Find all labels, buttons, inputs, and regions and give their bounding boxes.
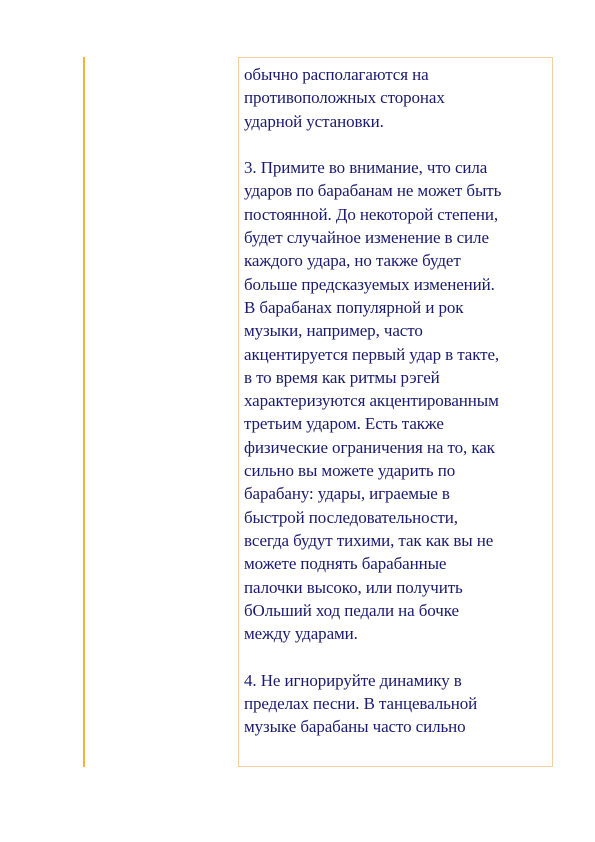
paragraph-item-3: 3. Примите во внимание, что сила ударов по барабанам не может быть постоянной. До некоторой степени, будет случайное изменение в силе каждого удара, но также будет больше предсказуемых изменений. В барабанах популярной и рок музыки, например, часто акцентируется первый удар в такте, в то время как ритмы рэгей характеризуются акцентированным третьим ударом. Есть также физические ограничения на то, как сильно вы можете ударить по барабану: удары, играемые в быстрой последовательности, всегда будут тихими, так как вы не можете поднять барабанные палочки высоко, или получить бОльший ход педали на бочке между ударами.: [244, 158, 502, 644]
paragraph-continuation: обычно располагаются на противоположных сторонах ударной установки.: [244, 65, 445, 131]
margin-rule: [83, 57, 85, 767]
paragraph-gap: [244, 133, 552, 156]
text-frame: [238, 57, 553, 767]
paragraph-item-4: 4. Не игнорируйте динамику в пределах песни. В танцевальной музыке барабаны часто сильно: [244, 670, 478, 737]
paragraph-gap: [244, 645, 552, 668]
